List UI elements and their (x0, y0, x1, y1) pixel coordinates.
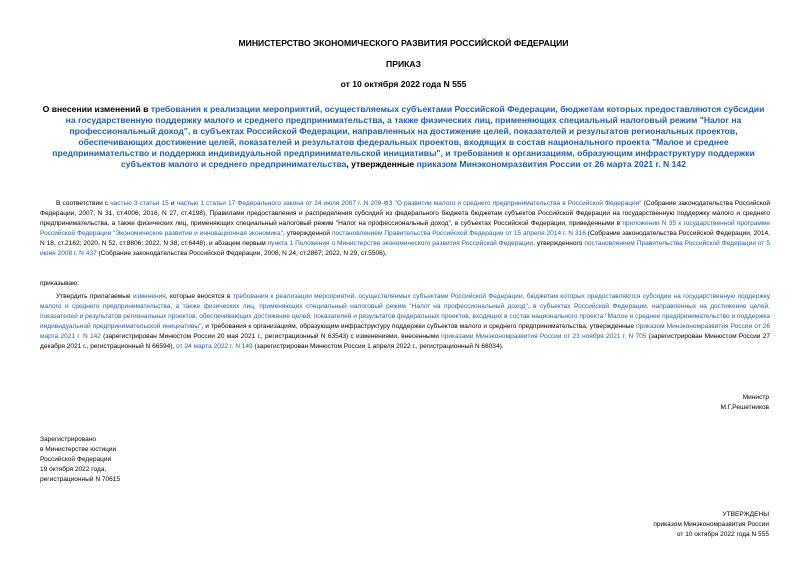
approval-block (653, 510, 769, 540)
title-link-order-142[interactable]: приказом Минэкономразвития России от 26 марта 2021 г. N 142 (416, 159, 686, 169)
p2-text-4: (зарегистрирован Минюстом России 20 мая 2021 г., регистрационный N 63543) с изменениями, внесенными (100, 333, 442, 341)
title-text-2: , утвержденные (346, 159, 417, 169)
signatory-position: Министр (742, 394, 769, 401)
order-date: от 10 октября 2022 года N 555 (340, 79, 467, 89)
p2-link-order-705[interactable]: приказами Минэкономразвития России от 23 ноября 2021 г. N 705 (441, 333, 647, 341)
signatory-name: М.Г.Решетников (720, 404, 769, 411)
p2-text-3: , и требования к организациям, образующим инфраструктуру поддержки субъектов малого и среднего предпринимательства, утвержденные (201, 323, 637, 331)
p2-link-order-142[interactable]: приказом Минэкономразвития России от 26 марта 2021 г. N 142 (40, 323, 770, 341)
ministry-heading: МИНИСТЕРСТВО ЭКОНОМИЧЕСКОГО РАЗВИТИЯ РОССИЙСКОЙ ФЕДЕРАЦИИ (238, 38, 569, 48)
order-heading: ПРИКАЗ (386, 59, 421, 69)
p2-text-1: Утвердить прилагаемые (56, 293, 133, 300)
p1-text-1: В соответствии с (56, 200, 111, 207)
p2-text-2: , которые вносятся в (165, 293, 233, 300)
p1-link-ministry-regulation[interactable]: пункта 1 Положения о Министерстве экономического развития Российской Федерации (267, 240, 534, 248)
paragraph-legal-basis (40, 199, 770, 260)
title-link-requirements[interactable]: требования к реализации мероприятий, осуществляемых субъектами Российской Федерации, бюджетам которых предоставляются субсидии на государственную поддержку малого и среднего предпринимательства, а также физических лиц, применяющих специальный налоговый режим "Налог на профессиональный доход", в субъектах Российской Федерации, направленных на достижение целей, показателей и результатов региональных проектов, обеспечивающих достижение целей, показателей и результатов федеральных проектов, входящих в состав национального проекта "Малое и среднее предпринимательство и поддержка индивидуальной предпринимательской инициативы", и требования к организациям, образующим инфраструктуру поддержки субъектов малого и среднего предпринимательства (52, 104, 765, 169)
registration-line-5: регистрационный N 70615 (40, 476, 121, 483)
p2-text-6: (зарегистрирован Минюстом России 1 апреля 2022 г., регистрационный N 68034). (252, 343, 504, 351)
p1-link-federal-law-209[interactable]: частью 1 статьи 17 Федерального закона от 24 июля 2007 г. N 209-ФЗ "О развитии малого и среднего предпринимательства в Российской Федерации" (176, 200, 642, 207)
p1-link-resolution-437[interactable]: постановлением Правительства Российской Федерации от 5 июня 2008 г. N 437 (40, 240, 770, 258)
title-text-1: О внесении изменений в (42, 104, 151, 114)
p1-text-7: (Собрание законодательства Российской Федерации, 2008, N 24, ст.2867; 2022, N 29, ст.5506), (96, 250, 387, 258)
signature-block (720, 393, 769, 413)
p1-text-5: (Собрание законодательства Российской Федерации, 2014, N 18, ст.2162; 2020, N 52, ст.8806; 2022, N 38, ст.6448), и абзацем первым (40, 230, 770, 248)
p1-text-2: и (168, 200, 177, 207)
p1-link-part3-article15[interactable]: частью 3 статьи 15 (110, 200, 169, 207)
p1-text-3: (Собрание законодательства Российской Федерации, 2007, N 31, ст.4006; 2016, N 27, ст.4198), Правилами предоставления и распределения субсидий из федерального бюджета бюджетам субъектов Российской Федерации на государственную поддержку малого и среднего предпринимательства, а также физических лиц, применяющих специальный налоговый режим "Налог на профессиональный доход", в субъектах Российской Федерации, приведенными в (40, 200, 771, 228)
p2-link-changes[interactable]: изменения (132, 293, 166, 300)
registration-line-4: 19 октября 2022 года, (40, 466, 107, 473)
p1-link-resolution-316[interactable]: постановлением Правительства Российской Федерации от 15 апреля 2014 г. N 316 (331, 230, 586, 238)
registration-line-2: в Министерстве юстиции (40, 446, 117, 453)
registration-line-3: Российской Федерации (40, 456, 112, 463)
p1-link-appendix-35[interactable]: приложении N 35 к государственной программе Российской Федерации "Экономическое развитие и инновационная экономика" (40, 220, 770, 238)
p1-text-6: , утвержденного (533, 240, 585, 248)
p1-text-4: , утвержденной (283, 230, 332, 238)
approval-line-2: приказом Минэкономразвития России (653, 521, 769, 528)
approval-line-1: УТВЕРЖДЕНЫ (722, 511, 769, 518)
registration-line-1: Зарегистрировано (40, 436, 97, 443)
p2-text-5: (зарегистрирован Минюстом России 27 декабря 2021 г., регистрационный N 66594), (40, 333, 771, 351)
approval-line-3: от 10 октября 2022 года N 555 (676, 531, 769, 538)
order-word: приказываю: (40, 280, 79, 287)
paragraph-approval (40, 292, 770, 353)
document-title (40, 104, 767, 170)
p2-link-order-149[interactable]: от 24 марта 2022 г. N 149 (176, 343, 253, 351)
registration-block (40, 435, 120, 485)
p2-link-requirements[interactable]: требования к реализации мероприятий, осуществляемых субъектами Российской Федерации, бюджетам которых предоставляются субсидии на государственную поддержку малого и среднего предпринимательства, а также физических лиц, применяющих специальный налоговый режим "Налог на профессиональный доход", в субъектах Российской Федерации, направленных на достижение целей, показателей и результатов региональных проектов, обеспечивающих достижение целей, показателей и результатов федеральных проектов, входящих в состав национального проекта "Малое и среднее предпринимательство и поддержка индивидуальной предпринимательской инициативы" (40, 293, 771, 331)
